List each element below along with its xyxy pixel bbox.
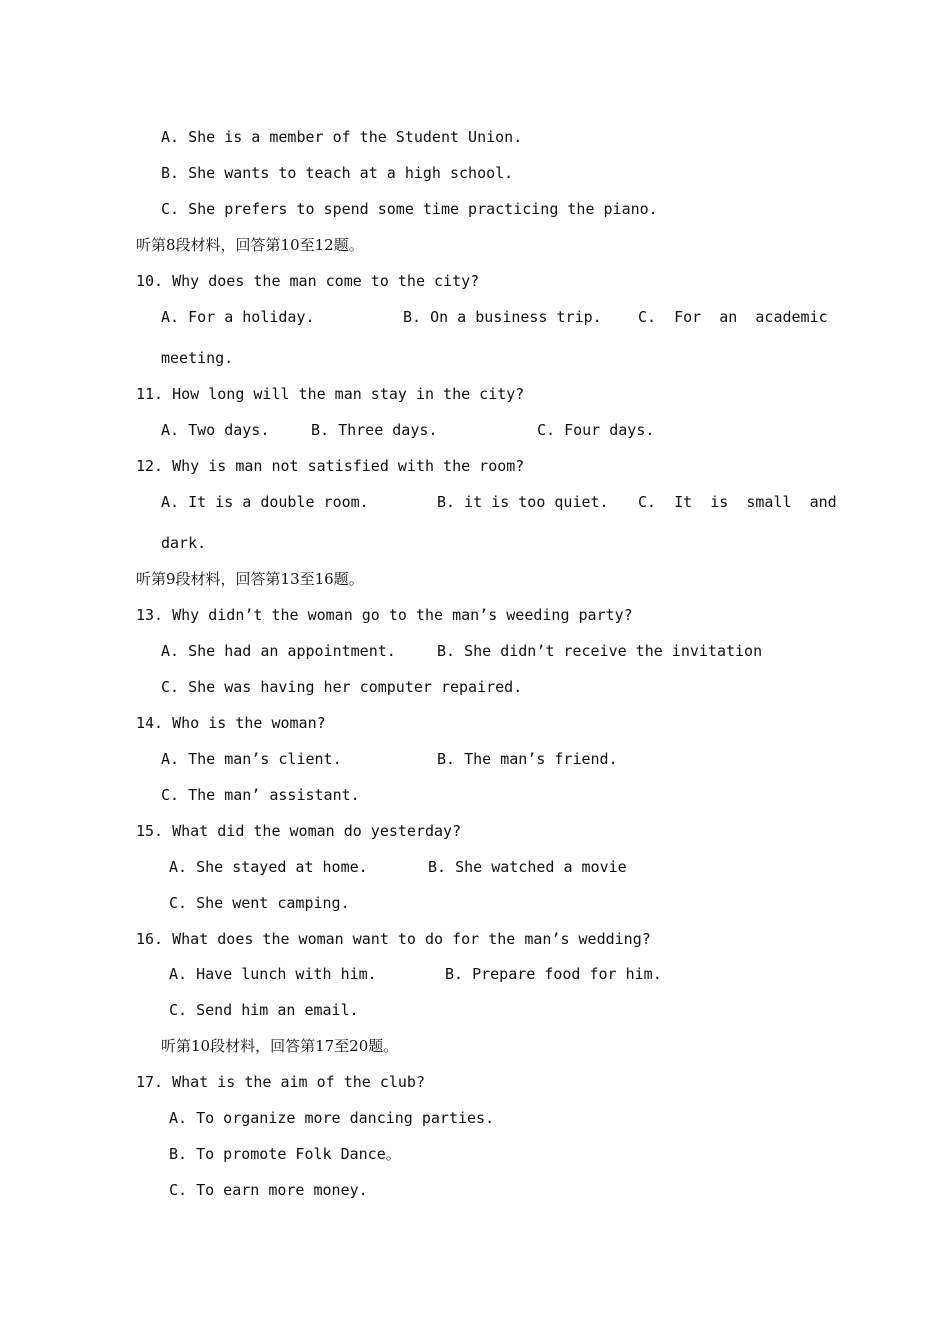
q13-stem: 13. Why didn’t the woman go to the man’s weeding party? bbox=[136, 606, 633, 624]
q15-option-b: B. She watched a movie bbox=[428, 858, 627, 876]
q12-option-c-cont: dark. bbox=[161, 534, 207, 552]
section-8-heading: 听第8段材料，回答第10至12题。 bbox=[136, 236, 364, 254]
q9-option-b: B. She wants to teach at a high school. bbox=[161, 164, 514, 182]
q17-option-c: C. To earn more money. bbox=[169, 1181, 368, 1199]
q11-option-b: B. Three days. bbox=[311, 421, 438, 439]
q16-option-a: A. Have lunch with him. bbox=[169, 965, 377, 983]
q14-stem: 14. Who is the woman? bbox=[136, 714, 326, 732]
q14-option-c: C. The man’ assistant. bbox=[161, 786, 360, 804]
q12-option-b: B. it is too quiet. bbox=[437, 493, 609, 511]
q17-option-b: B. To promote Folk Dance。 bbox=[169, 1145, 401, 1163]
q10-option-a: A. For a holiday. bbox=[161, 308, 315, 326]
q15-option-c: C. She went camping. bbox=[169, 894, 350, 912]
q12-stem: 12. Why is man not satisfied with the room? bbox=[136, 457, 525, 475]
section-10-heading: 听第10段材料，回答第17至20题。 bbox=[161, 1037, 399, 1055]
q17-stem: 17. What is the aim of the club? bbox=[136, 1073, 425, 1091]
q13-option-b: B. She didn’t receive the invitation bbox=[437, 642, 763, 660]
q15-stem: 15. What did the woman do yesterday? bbox=[136, 822, 462, 840]
q9-option-a: A. She is a member of the Student Union. bbox=[161, 128, 523, 146]
section-9-heading: 听第9段材料，回答第13至16题。 bbox=[136, 570, 364, 588]
q10-stem: 10. Why does the man come to the city? bbox=[136, 272, 480, 290]
q15-option-a: A. She stayed at home. bbox=[169, 858, 368, 876]
q14-option-a: A. The man’s client. bbox=[161, 750, 342, 768]
q10-option-c-cont: meeting. bbox=[161, 349, 234, 367]
q12-option-c: C. It is small and bbox=[638, 493, 837, 511]
q11-option-c: C. Four days. bbox=[537, 421, 655, 439]
q10-option-c: C. For an academic bbox=[638, 308, 828, 326]
q16-option-c: C. Send him an email. bbox=[169, 1001, 359, 1019]
q13-option-a: A. She had an appointment. bbox=[161, 642, 396, 660]
q17-option-a: A. To organize more dancing parties. bbox=[169, 1109, 495, 1127]
q16-stem: 16. What does the woman want to do for the man’s wedding? bbox=[136, 930, 651, 948]
q13-option-c: C. She was having her computer repaired. bbox=[161, 678, 523, 696]
q12-option-a: A. It is a double room. bbox=[161, 493, 369, 511]
q16-option-b: B. Prepare food for him. bbox=[445, 965, 662, 983]
q14-option-b: B. The man’s friend. bbox=[437, 750, 618, 768]
q9-option-c: C. She prefers to spend some time practicing the piano. bbox=[161, 200, 658, 218]
q11-option-a: A. Two days. bbox=[161, 421, 270, 439]
q10-option-b: B. On a business trip. bbox=[403, 308, 602, 326]
q11-stem: 11. How long will the man stay in the city? bbox=[136, 385, 525, 403]
